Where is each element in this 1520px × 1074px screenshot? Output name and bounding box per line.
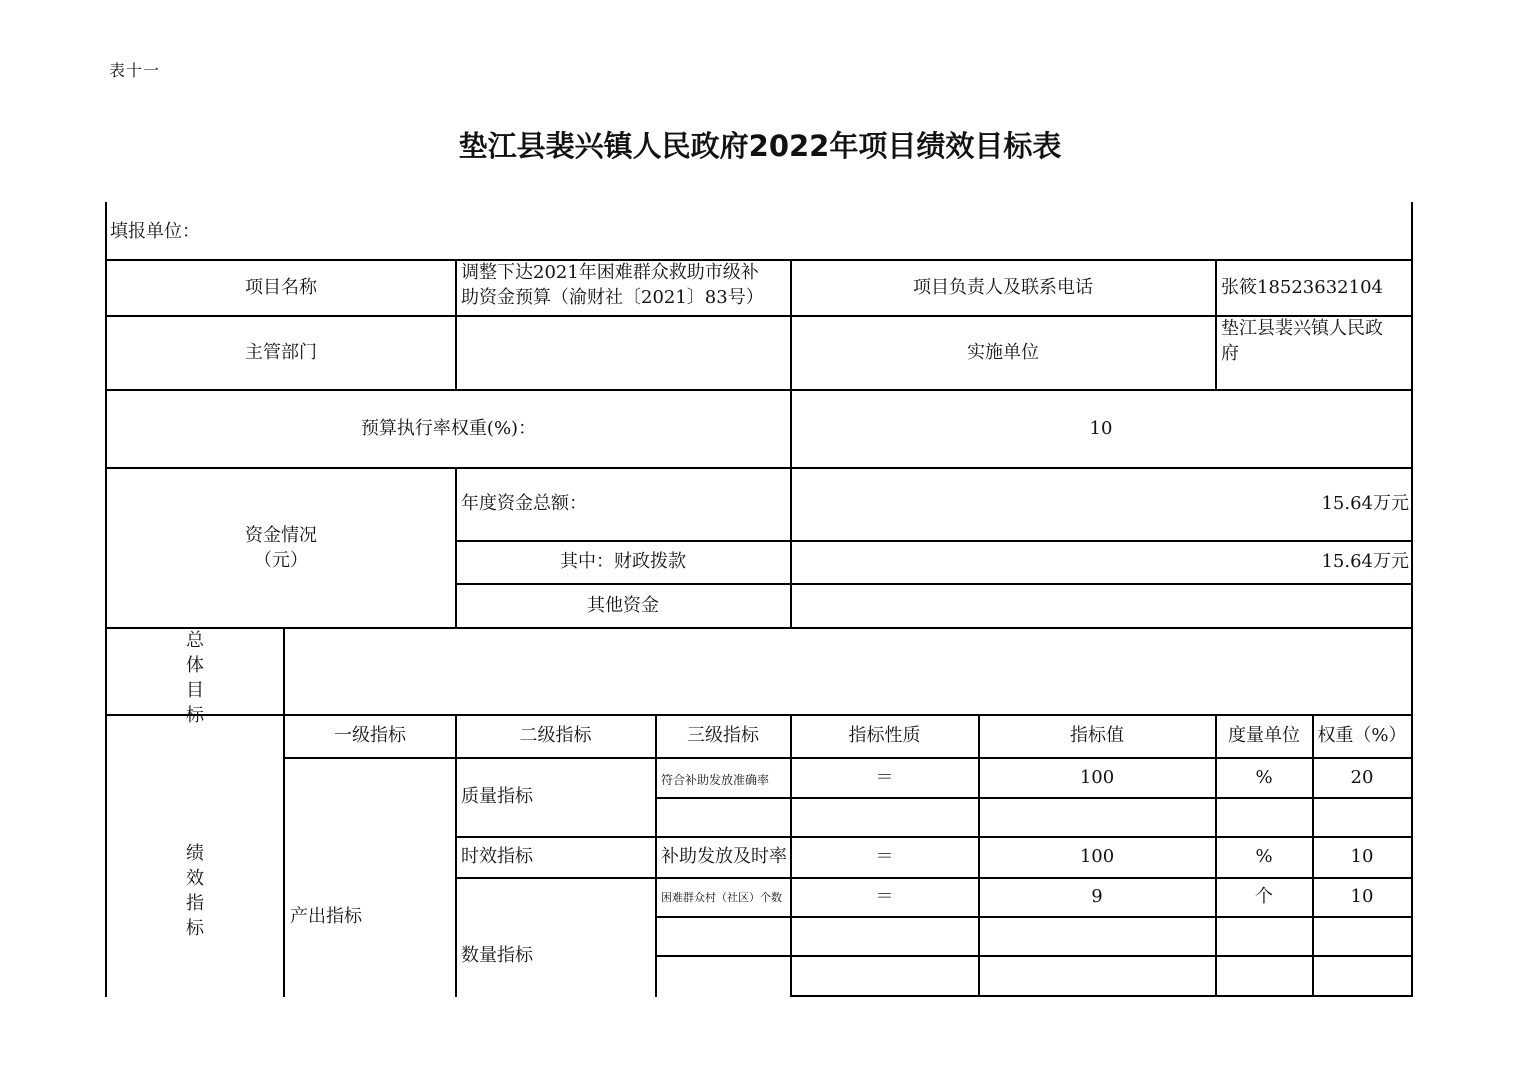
level2-quantity: 数量指标 bbox=[461, 945, 533, 966]
budget-rate-label: 预算执行率权重(%)： bbox=[360, 417, 537, 439]
page-title: 垫江县裴兴镇人民政府2022年项目绩效目标表 bbox=[458, 129, 1062, 163]
indicator-weight: 10 bbox=[1350, 846, 1374, 867]
header-weight: 权重（%） bbox=[1317, 725, 1407, 746]
header-level1: 一级指标 bbox=[334, 725, 406, 746]
funds-other-value bbox=[791, 584, 1411, 627]
funds-other-label: 其他资金 bbox=[587, 594, 659, 616]
contact-value: 张筱18523632104 bbox=[1221, 276, 1383, 298]
indicator-unit: % bbox=[1255, 766, 1273, 788]
overall-goal-value bbox=[285, 628, 1411, 714]
level1-output: 产出指标 bbox=[290, 906, 362, 927]
dept-value bbox=[456, 316, 790, 389]
indicator-row: 补助发放及时率 bbox=[661, 846, 787, 867]
contact-label: 项目负责人及联系电话 bbox=[913, 276, 1093, 298]
indicator-nature: ＝ bbox=[875, 846, 894, 867]
indicator-weight: 20 bbox=[1350, 766, 1374, 788]
indicator-nature: ＝ bbox=[875, 766, 894, 788]
funds-fiscal-label: 其中：财政拨款 bbox=[560, 551, 686, 572]
impl-label: 实施单位 bbox=[967, 341, 1039, 363]
header-unit: 度量单位 bbox=[1228, 725, 1300, 746]
indicators-label: 绩 效 指 标 bbox=[186, 843, 204, 939]
level2-quality: 质量指标 bbox=[461, 786, 533, 807]
header-level3: 三级指标 bbox=[687, 725, 759, 746]
table-number: 表十一 bbox=[109, 61, 161, 80]
indicator-unit: 个 bbox=[1255, 886, 1273, 907]
indicator-unit: % bbox=[1255, 846, 1273, 867]
header-nature: 指标性质 bbox=[848, 725, 921, 746]
funds-fiscal-value: 15.64万元 bbox=[1321, 551, 1409, 572]
indicator-weight: 10 bbox=[1350, 886, 1374, 907]
indicator-value: 100 bbox=[1079, 846, 1115, 867]
indicator-row: 符合补助发放准确率 bbox=[661, 773, 770, 787]
funds-total-value: 15.64万元 bbox=[1321, 493, 1409, 514]
budget-rate-value: 10 bbox=[1089, 417, 1113, 439]
header-level2: 二级指标 bbox=[519, 725, 592, 746]
dept-label: 主管部门 bbox=[245, 341, 317, 363]
overall-goal-label: 总 体 目 标 bbox=[186, 630, 204, 726]
funds-label: 资金情况 （元） bbox=[245, 524, 317, 571]
indicator-value: 100 bbox=[1079, 766, 1115, 788]
indicator-row: 困难群众村（社区）个数 bbox=[661, 891, 782, 904]
impl-value: 垫江县裴兴镇人民政 府 bbox=[1221, 318, 1383, 364]
project-name-label: 项目名称 bbox=[245, 276, 317, 298]
header-value: 指标值 bbox=[1070, 725, 1124, 746]
indicator-value: 9 bbox=[1091, 886, 1103, 907]
indicator-nature: ＝ bbox=[875, 886, 894, 907]
fill-unit-label: 填报单位： bbox=[110, 220, 200, 242]
project-name-value: 调整下达2021年困难群众救助市级补 助资金预算（渝财社〔2021〕83号） bbox=[461, 262, 764, 308]
funds-total-label: 年度资金总额： bbox=[461, 493, 587, 514]
level2-timeliness: 时效指标 bbox=[461, 846, 533, 867]
